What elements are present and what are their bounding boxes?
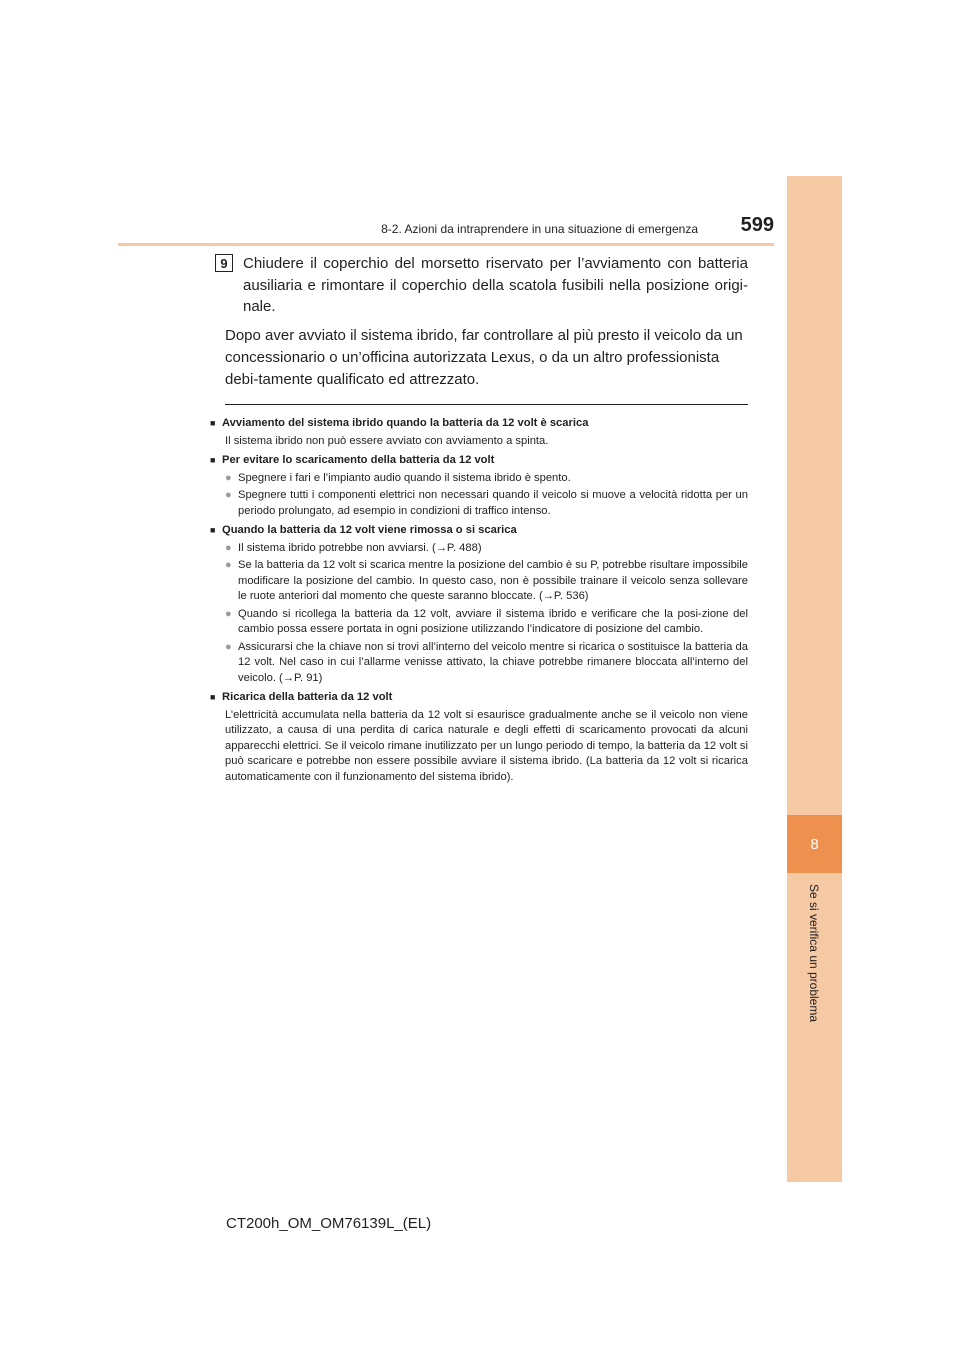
list-item: ● Assicurarsi che la chiave non si trovi all’interno del veicolo mentre si ricarica o sostituisce la batteria da 12 volt. Nel caso in cui l’allarme venisse attivato, la chiave potrebbe rimanere bloccata all’interno del veicolo. (→P. 91) — [225, 640, 748, 687]
circle-bullet-icon: ● — [225, 471, 232, 484]
chapter-title: Se si verifica un problema — [807, 883, 821, 1023]
chapter-number-badge: 8 — [787, 815, 842, 873]
list-item: ● Spegnere tutti i componenti elettrici non necessari quando il veicolo si muove a velocità ridotta per un periodo prolungato, ad esempio in condizioni di traffico intenso. — [225, 488, 748, 519]
list-item: ● Il sistema ibrido potrebbe non avviarsi. (→P. 488) — [225, 541, 748, 557]
square-bullet-icon: ■ — [210, 692, 216, 702]
chapter-side-tab — [787, 176, 842, 1182]
footer-code: CT200h_OM_OM76139L_(EL) — [226, 1215, 432, 1232]
circle-bullet-icon: ● — [225, 559, 232, 571]
step-text: Chiudere il coperchio del morsetto riservato per l’avviamento con batteria ausiliaria e rimontare il coperchio della scatola fusibili nella posizione origi-nale. — [243, 255, 748, 315]
note-body: L’elettricità accumulata nella batteria da 12 volt si esaurisce gradualmente anche se il veicolo non viene utilizzato, a causa di una perdita di carica naturale e degli effetti di scaricamento provocati da alcuni apparecchi elettrici. Se il veicolo rimane inutilizzato per un lungo periodo di tempo, la batteria da 12 volt si può scaricare e potrebbe non essere possibile avviare il sistema ibrido. (La batteria da 12 volt si ricarica automaticamente con il funzionamento del sistema ibrido). — [225, 708, 748, 783]
square-bullet-icon: ■ — [210, 455, 216, 465]
square-bullet-icon: ■ — [210, 525, 216, 535]
note-title: ■ Quando la batteria da 12 volt viene rimossa o si scarica — [210, 523, 748, 539]
intro-paragraph: Dopo aver avviato il sistema ibrido, far controllare al più presto il veicolo da un concessionario o un’officina autorizzata Lexus, o da un altro professionista debi-tamente qualificato ed attrezzato. — [225, 327, 743, 388]
step-number-box: 9 — [215, 254, 233, 272]
note-title: ■ Avviamento del sistema ibrido quando la batteria da 12 volt è scarica — [210, 416, 748, 432]
list-item: ● Quando si ricollega la batteria da 12 volt, avviare il sistema ibrido e verificare che la posi-zione del cambio possa essere portata in ogni posizione utilizzando l’indicatore di posizione del cambio. — [225, 607, 748, 638]
list-item: ● Spegnere i fari e l’impianto audio quando il sistema ibrido è spento. — [225, 471, 748, 487]
circle-bullet-icon: ● — [225, 607, 232, 620]
section-divider — [225, 404, 748, 405]
notes-section — [210, 416, 748, 785]
circle-bullet-icon: ● — [225, 640, 232, 653]
square-bullet-icon: ■ — [210, 418, 216, 428]
section-header: 8-2. Azioni da intraprendere in una situazione di emergenza — [381, 222, 698, 236]
note-title: ■ Ricarica della batteria da 12 volt — [210, 690, 748, 706]
note-title: ■ Per evitare lo scaricamento della batteria da 12 volt — [210, 453, 748, 469]
circle-bullet-icon: ● — [225, 489, 232, 501]
list-item: ● Se la batteria da 12 volt si scarica mentre la posizione del cambio è su P, potrebbe risultare impossibile modificare la posizione del cambio. In questo caso, non è possibile trainare il veicolo senza sollevare le ruote anteriori dal momento che queste saranno bloccate. (→P. 536) — [225, 558, 748, 605]
page-number: 599 — [740, 214, 774, 236]
header-rule — [118, 243, 774, 246]
circle-bullet-icon: ● — [225, 541, 232, 554]
note-body: Il sistema ibrido non può essere avviato con avviamento a spinta. — [225, 434, 549, 447]
